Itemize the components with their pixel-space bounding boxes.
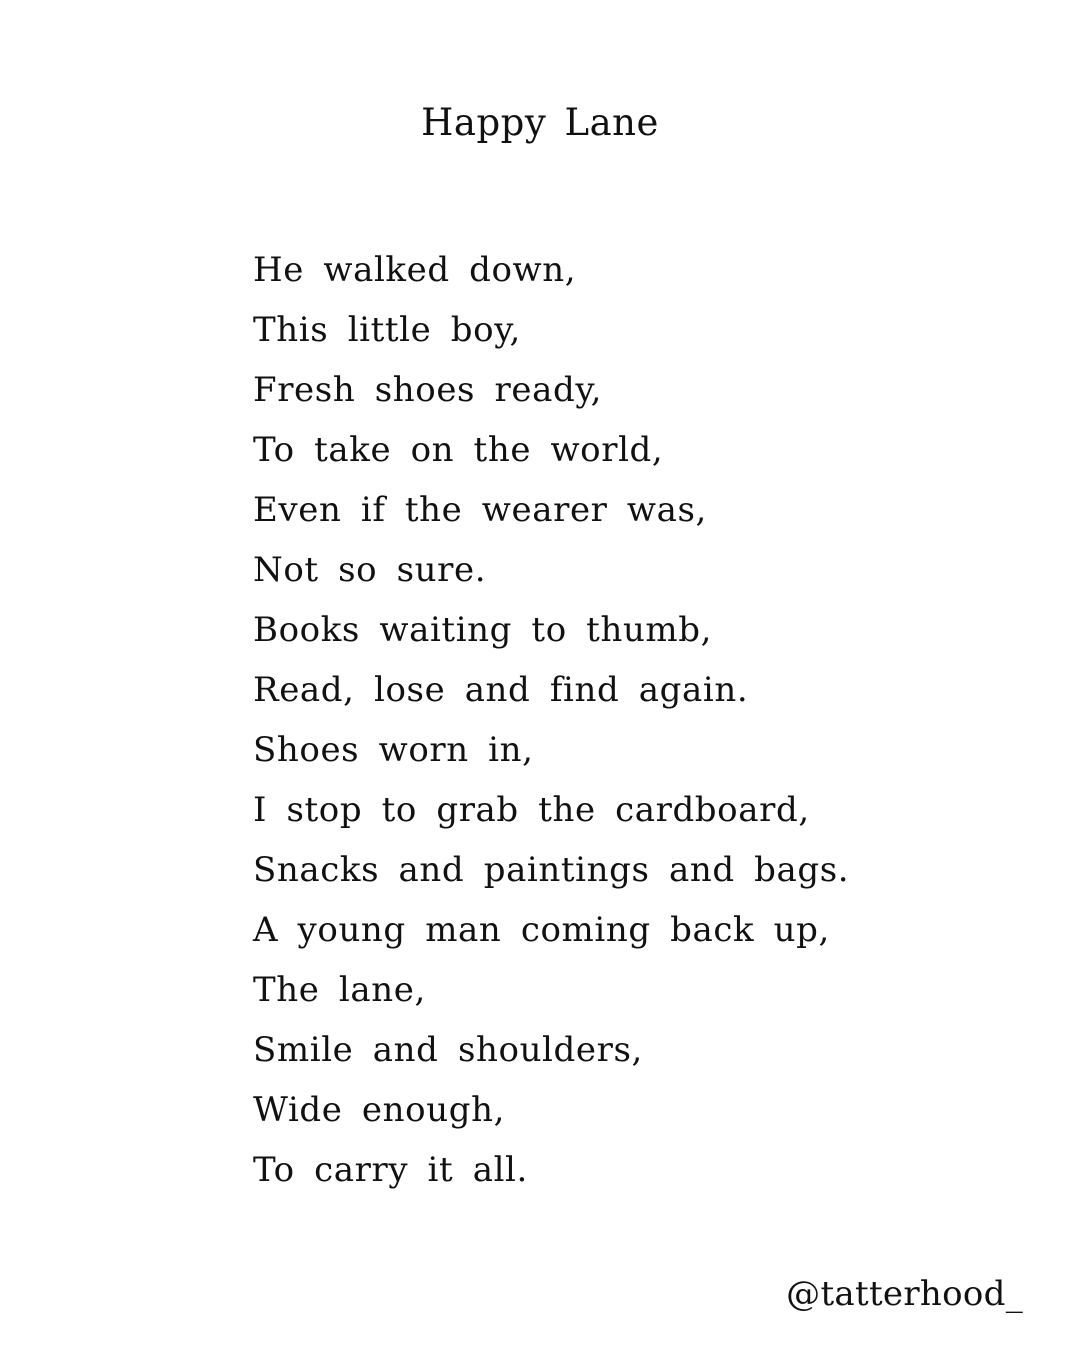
poem-line: Wide enough, [253, 1090, 505, 1130]
poem-line: Even if the wearer was, [253, 490, 707, 530]
poem-line: He walked down, [253, 250, 577, 290]
author-handle: @tatterhood_ [786, 1274, 1023, 1314]
poem-line: To carry it all. [253, 1150, 528, 1190]
poem-line: Fresh shoes ready, [253, 370, 603, 410]
poem-line: Not so sure. [253, 550, 487, 590]
poem-line: A young man coming back up, [253, 910, 830, 950]
poem-body [253, 240, 849, 1200]
poem-line: Books waiting to thumb, [253, 610, 713, 650]
poem-line: I stop to grab the cardboard, [253, 790, 810, 830]
poem-line: Snacks and paintings and bags. [253, 850, 850, 890]
poem-line: The lane, [253, 970, 426, 1010]
poem-line: Shoes worn in, [253, 730, 534, 770]
poem-line: To take on the world, [253, 430, 664, 470]
poem-line: This little boy, [253, 310, 521, 350]
poem-line: Smile and shoulders, [253, 1030, 643, 1070]
poem-title: Happy Lane [421, 101, 659, 144]
poem-line: Read, lose and find again. [253, 670, 749, 710]
